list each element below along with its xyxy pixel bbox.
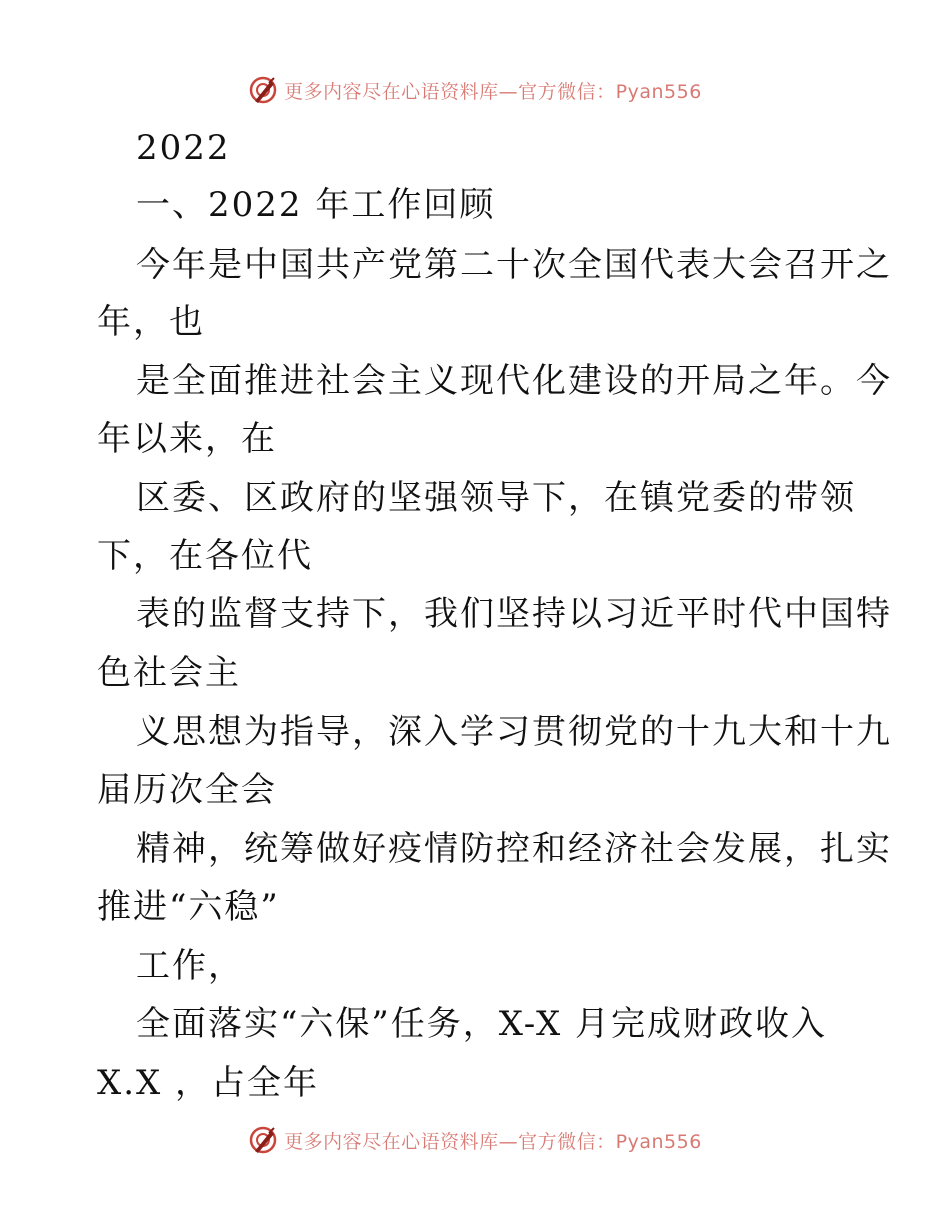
doc-line: 推进“六稳”: [97, 887, 280, 927]
doc-line: 是全面推进社会主义现代化建设的开局之年。今: [136, 361, 892, 401]
pen-logo-icon: [248, 1125, 278, 1155]
doc-line: 工作，: [136, 946, 244, 986]
doc-line: X.X ，占全年: [97, 1063, 320, 1103]
header-watermark: [0, 70, 950, 110]
doc-line: 2022: [136, 128, 231, 168]
watermark-text: 更多内容尽在心语资料库—官方微信：Pyan556: [284, 1130, 702, 1153]
doc-line: 义思想为指导，深入学习贯彻党的十九大和十九: [136, 712, 892, 752]
footer-watermark: [0, 1120, 950, 1160]
doc-line: 精神，统筹做好疫情防控和经济社会发展，扎实: [136, 829, 892, 869]
doc-line: 全面落实“六保”任务，X-X 月完成财政收入: [136, 1004, 828, 1044]
watermark-text: 更多内容尽在心语资料库—官方微信：Pyan556: [284, 80, 702, 103]
doc-line: 年，也: [97, 302, 205, 342]
doc-line: 下，在各位代: [97, 536, 313, 576]
doc-line: 届历次全会: [97, 770, 277, 810]
pen-logo-icon: [248, 75, 278, 105]
doc-line: 色社会主: [97, 653, 241, 693]
doc-line: 表的监督支持下，我们坚持以习近平时代中国特: [136, 594, 892, 634]
doc-line: 区委、区政府的坚强领导下，在镇党委的带领: [136, 478, 856, 518]
section-heading: 一、2022 年工作回顾: [136, 185, 496, 225]
doc-line: 今年是中国共产党第二十次全国代表大会召开之: [136, 245, 892, 285]
doc-line: 年以来，在: [97, 419, 277, 459]
